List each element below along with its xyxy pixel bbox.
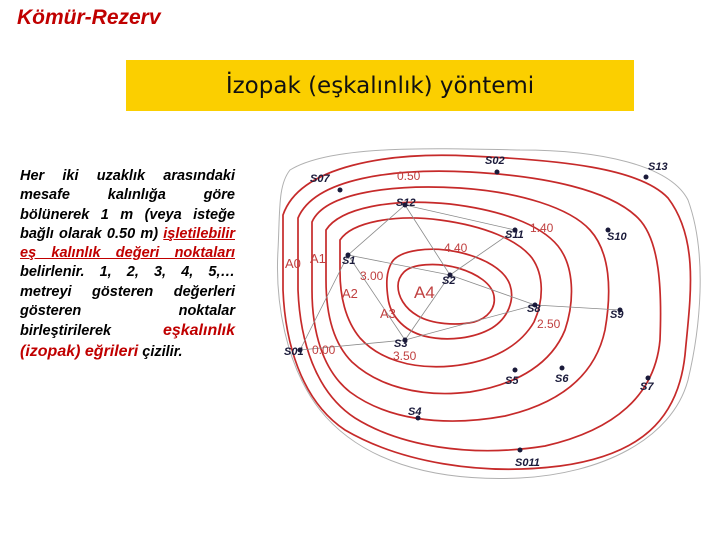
- description-part3: çizilir.: [138, 343, 183, 360]
- well-dot: [518, 448, 523, 453]
- contour-1: [298, 171, 661, 450]
- description-highlight: eşkalınlık (izopak) eğrileri: [20, 322, 235, 360]
- well-label: S11: [505, 229, 524, 241]
- well-dot: [513, 368, 518, 373]
- well-label: S1: [342, 255, 356, 267]
- area-label: A2: [342, 286, 358, 301]
- contour-6: [398, 265, 494, 324]
- slide-title-box: [126, 60, 634, 111]
- well-label: S011: [515, 457, 540, 469]
- well-label: S3: [394, 338, 408, 350]
- description-link: işletilebilir eş kalınlık değeri noktaları: [20, 225, 235, 262]
- thickness-label: 3.50: [393, 349, 417, 363]
- well-dot: [338, 188, 343, 193]
- triangulation-lines: [300, 205, 620, 350]
- thickness-label: 4.40: [444, 241, 468, 255]
- well-dot: [646, 376, 651, 381]
- slide-title: İzopak (eşkalınlık) yöntemi: [225, 72, 535, 99]
- thickness-label: 3.00: [360, 269, 384, 283]
- description-part1: Her iki uzaklık arasındaki mesafe kalınlığa göre bölünerek 1 m (veya isteğe bağlı olarak 0.50 m): [20, 168, 235, 242]
- well-label: S10: [607, 231, 627, 243]
- well-label: S4: [408, 406, 422, 418]
- well-label: S01: [284, 346, 304, 358]
- tri-line: [300, 255, 348, 350]
- contour-0: [283, 155, 691, 469]
- well-dot: [560, 366, 565, 371]
- thickness-label: 2.50: [537, 317, 561, 331]
- well-label: S7: [640, 381, 654, 393]
- well-dot: [644, 175, 649, 180]
- well-label: S5: [505, 375, 519, 387]
- contour-2: [312, 187, 609, 421]
- contour-lines: [283, 155, 691, 469]
- thickness-label: 0.00: [312, 343, 336, 357]
- well-dot: [495, 170, 500, 175]
- description-text: [20, 167, 235, 362]
- well-label: S6: [555, 373, 569, 385]
- area-label: A1: [310, 251, 326, 266]
- tri-line: [348, 205, 405, 255]
- well-label: S13: [648, 161, 668, 173]
- area-label: A0: [285, 256, 301, 271]
- well-label: S2: [442, 275, 456, 287]
- well-label: S9: [610, 309, 624, 321]
- well-label: S8: [527, 303, 541, 315]
- isopach-map: [262, 140, 712, 485]
- well-label: S12: [396, 197, 416, 209]
- header-title: Kömür-Rezerv: [17, 6, 161, 29]
- well-label: S02: [485, 155, 505, 167]
- thickness-label: 0.50: [397, 169, 421, 183]
- description-part2: belirlenir. 1, 2, 3, 4, 5,… metreyi gösteren değerleri gösteren noktalar birleştirilerek: [20, 264, 235, 340]
- area-label: A4: [414, 283, 435, 302]
- well-label: S07: [310, 173, 330, 185]
- area-label: A3: [380, 306, 396, 321]
- tri-line: [405, 305, 535, 340]
- tri-line: [450, 275, 535, 305]
- thickness-label: 1.40: [530, 221, 554, 235]
